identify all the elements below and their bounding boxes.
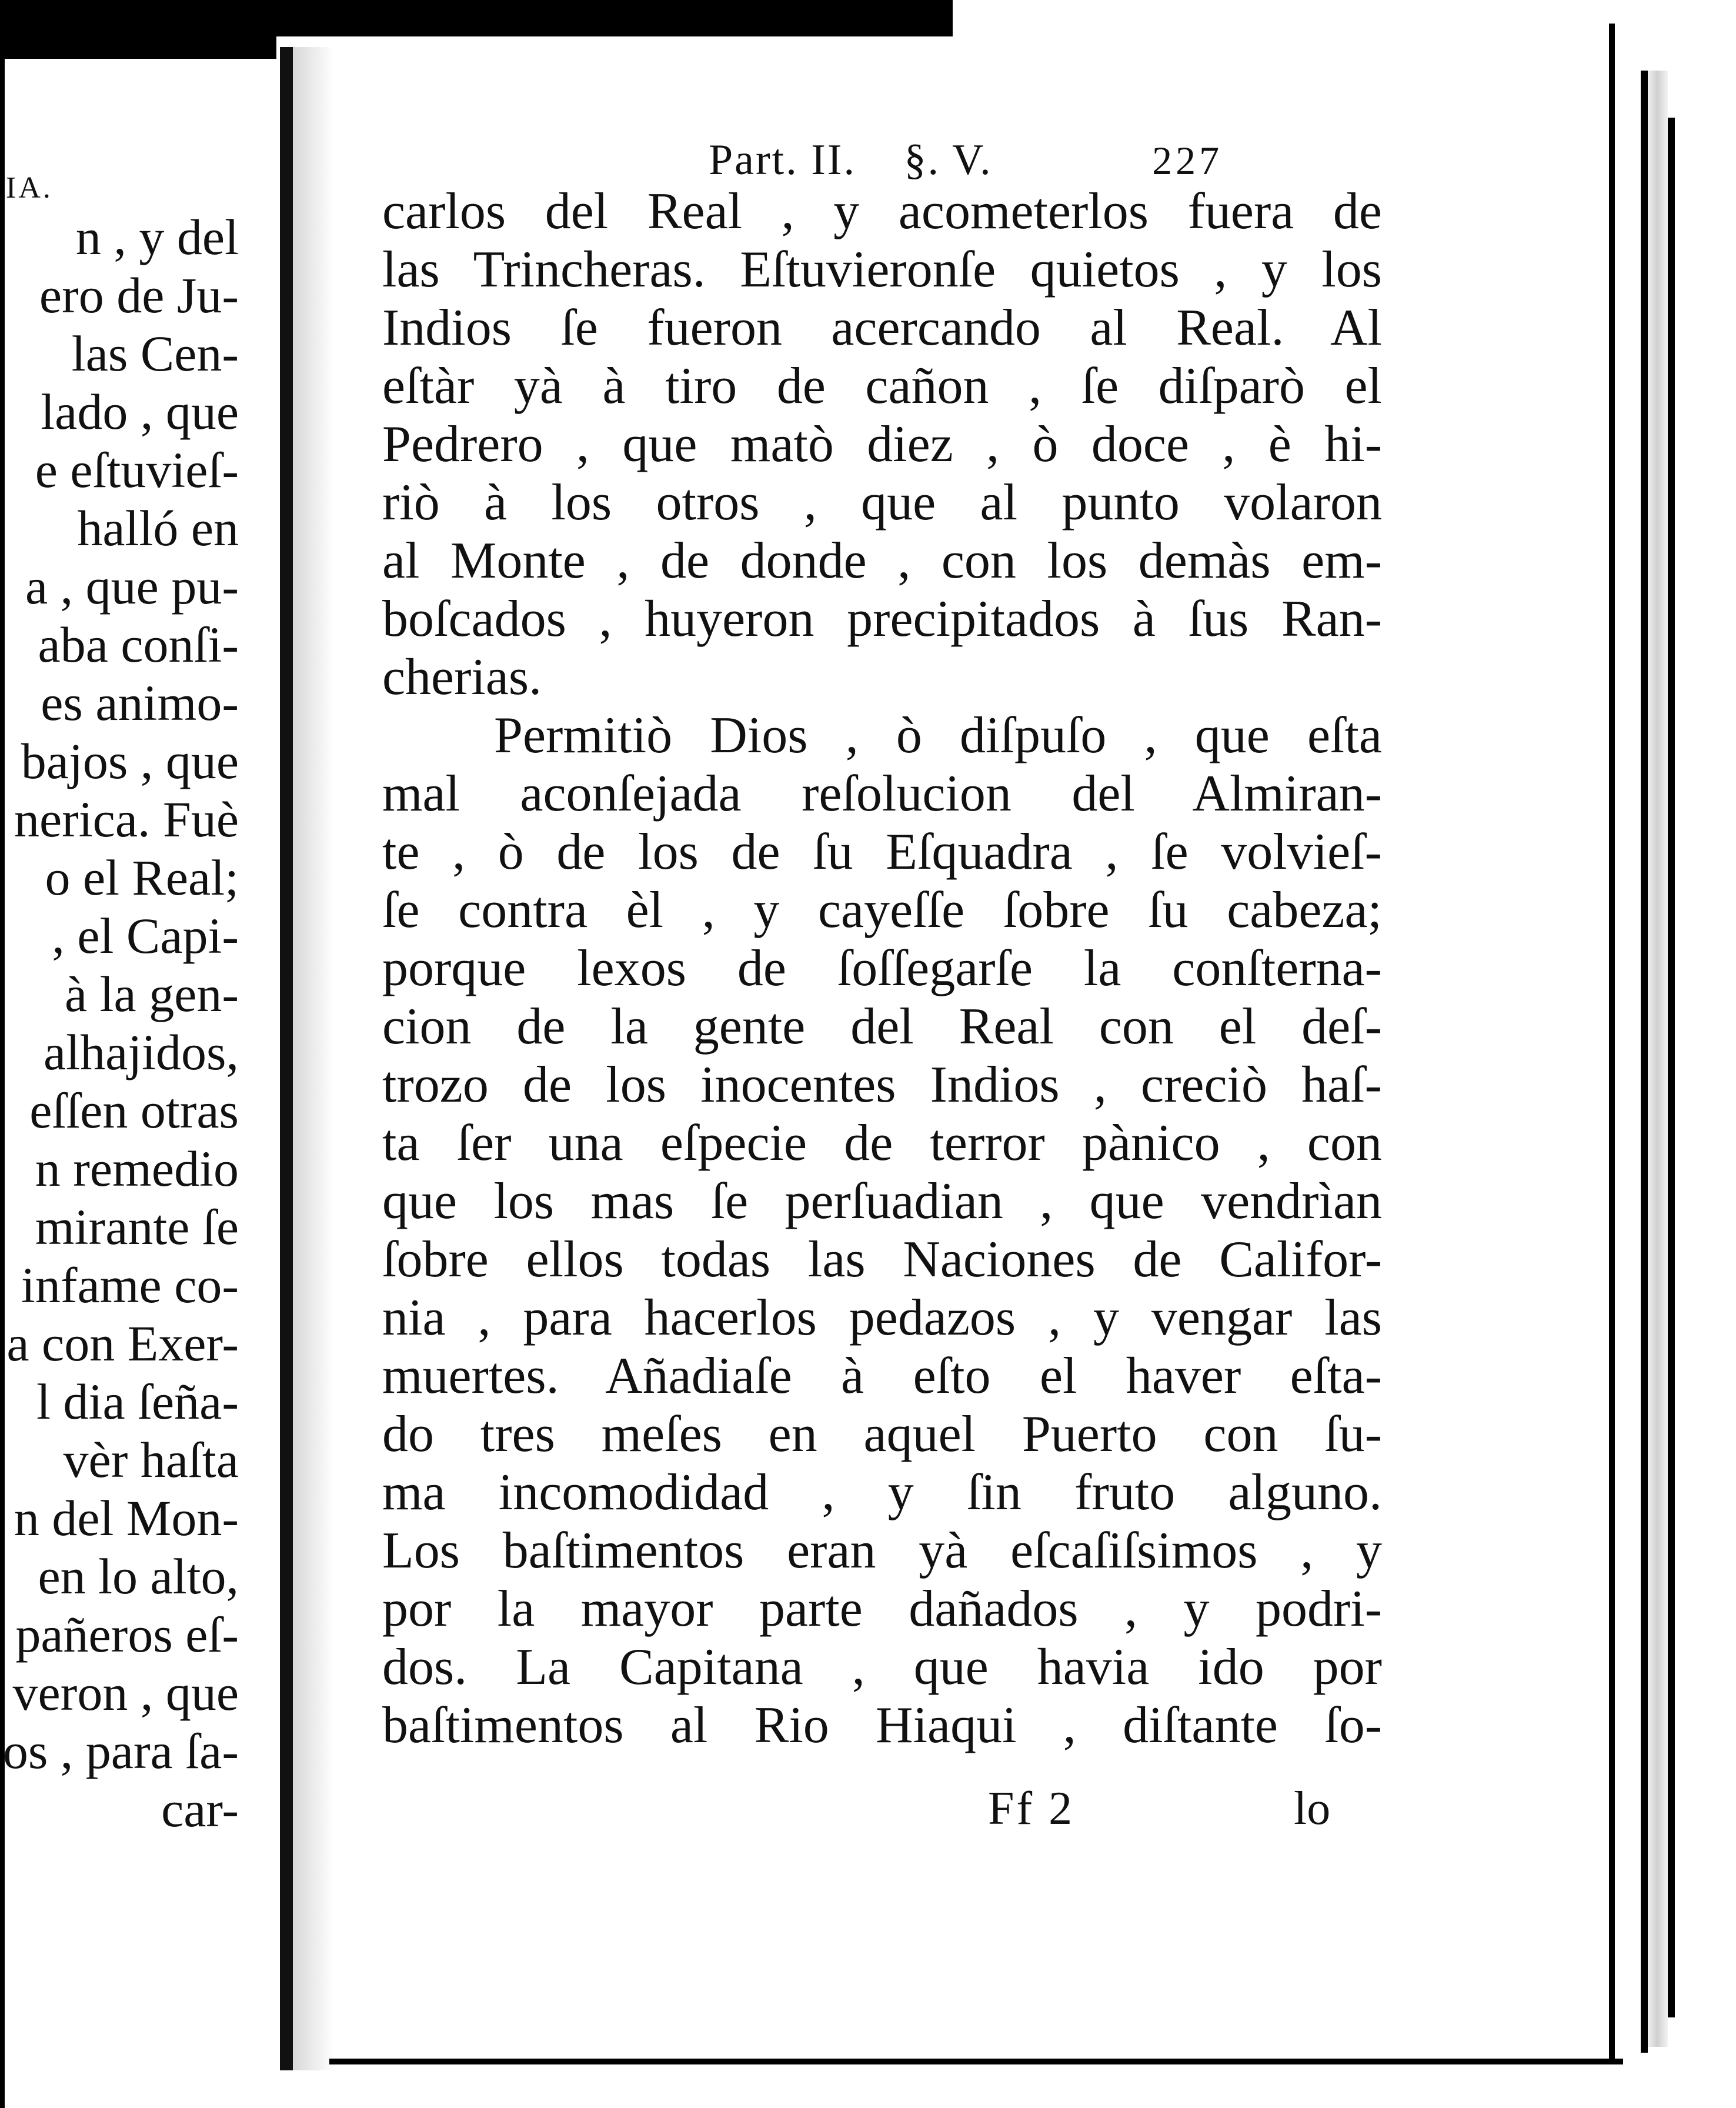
page-fore-edge bbox=[1647, 71, 1668, 2047]
paragraph-1 bbox=[382, 182, 1382, 706]
text-line: muertes. Añadiaſe à eſto el haver eſta- bbox=[382, 1347, 1382, 1405]
left-page bbox=[0, 0, 280, 2108]
text-line: baſtimentos al Rio Hiaqui , diſtante ſo- bbox=[382, 1697, 1382, 1754]
text-line: te , ò de los de ſu Eſquadra , ſe volvieſ- bbox=[382, 823, 1382, 880]
left-page-line: lado , que bbox=[41, 383, 239, 440]
printer-signature: Ff 2 bbox=[988, 1783, 1075, 1835]
text-line: riò à los otros , que al punto volaron bbox=[382, 474, 1382, 531]
text-line: nia , para hacerlos pedazos , y vengar las bbox=[382, 1289, 1382, 1346]
left-page-line: car- bbox=[161, 1781, 239, 1837]
running-head-part: Part. II. bbox=[709, 136, 856, 184]
paragraph-2 bbox=[382, 706, 1382, 1755]
text-line: porque lexos de ſoſſegarſe la conſterna- bbox=[382, 940, 1382, 997]
page-edge-line bbox=[1641, 71, 1648, 2053]
left-page-line: infame co- bbox=[21, 1257, 239, 1313]
right-page bbox=[329, 0, 1609, 2108]
left-page-line: nerica. Fuè bbox=[14, 791, 239, 848]
left-page-line: n remedio bbox=[35, 1140, 239, 1197]
left-page-line: a con Exer- bbox=[6, 1315, 239, 1372]
text-line: boſcados , huyeron precipitados à ſus Ran- bbox=[382, 591, 1382, 648]
left-running-head: IA. bbox=[6, 171, 53, 205]
left-page-line: aba conſi- bbox=[38, 616, 239, 673]
text-line: do tres meſes en aquel Puerto con ſu- bbox=[382, 1406, 1382, 1463]
page-edge-line bbox=[1668, 118, 1675, 2017]
text-line: dos. La Capitana , que havia ido por bbox=[382, 1639, 1382, 1696]
text-line: Indios ſe fueron acercando al Real. Al bbox=[382, 299, 1382, 356]
left-page-line: e eſtuvieſ- bbox=[35, 442, 239, 498]
running-head-section: §. V. bbox=[904, 136, 993, 184]
left-page-line: bajos , que bbox=[21, 733, 239, 789]
left-page-line: las Cen- bbox=[71, 325, 239, 382]
running-head bbox=[709, 135, 1223, 185]
left-page-line: o el Real; bbox=[45, 849, 239, 906]
left-page-line: halló en bbox=[77, 500, 239, 556]
left-page-line: à la gen- bbox=[64, 966, 239, 1022]
left-page-line: , el Capi- bbox=[52, 908, 239, 964]
text-line: ma incomodidad , y ſin fruto alguno. bbox=[382, 1464, 1382, 1521]
text-line: cherias. bbox=[382, 649, 542, 706]
text-line: Pedrero , que matò diez , ò doce , è hi- bbox=[382, 416, 1382, 473]
catchword: lo bbox=[1294, 1783, 1331, 1835]
text-line: eſtàr yà à tiro de cañon , ſe diſparò el bbox=[382, 358, 1382, 415]
text-line: cion de la gente del Real con el deſ- bbox=[382, 998, 1382, 1055]
body-text bbox=[382, 182, 1382, 1755]
left-page-line: alhajidos, bbox=[44, 1024, 239, 1080]
page-number: 227 bbox=[1152, 138, 1223, 183]
left-page-line: a , que pu- bbox=[25, 558, 239, 615]
left-page-line: os , para ſa- bbox=[2, 1723, 239, 1779]
text-line: carlos del Real , y acometerlos fuera de bbox=[382, 183, 1382, 240]
book-gutter bbox=[280, 47, 293, 2070]
gutter-shadow bbox=[293, 47, 334, 2070]
text-line: por la mayor parte dañados , y podri- bbox=[382, 1580, 1382, 1637]
text-line: Los baſtimentos eran yà eſcaſiſsimos , y bbox=[382, 1522, 1382, 1579]
text-line: las Trincheras. Eſtuvieronſe quietos , y los bbox=[382, 241, 1382, 298]
left-page-line: veron , que bbox=[12, 1665, 239, 1721]
text-line: ſe contra èl , y cayeſſe ſobre ſu cabeza; bbox=[382, 882, 1382, 939]
text-line: trozo de los inocentes Indios , creciò haſ- bbox=[382, 1056, 1382, 1113]
left-page-line: n del Mon- bbox=[14, 1490, 239, 1546]
text-line: ſobre ellos todas las Naciones de Califor- bbox=[382, 1231, 1382, 1288]
left-page-line: vèr haſta bbox=[63, 1432, 239, 1488]
text-line: que los mas ſe perſuadian , que vendrìan bbox=[382, 1173, 1382, 1230]
left-page-line: en lo alto, bbox=[38, 1548, 239, 1605]
text-line: mal aconſejada reſolucion del Almiran- bbox=[382, 765, 1382, 822]
text-line: Permitiò Dios , ò diſpuſo , que eſta bbox=[494, 707, 1382, 764]
left-page-line: mirante ſe bbox=[35, 1199, 239, 1255]
left-page-line: es animo- bbox=[41, 675, 239, 731]
left-page-line: l dia ſeña- bbox=[36, 1373, 239, 1430]
text-line: al Monte , de donde , con los demàs em- bbox=[382, 532, 1382, 589]
left-page-line: eſſen otras bbox=[29, 1082, 239, 1139]
left-page-line: pañeros eſ- bbox=[15, 1606, 239, 1663]
text-line: ta ſer una eſpecie de terror pànico , con bbox=[382, 1115, 1382, 1172]
left-page-line: n , y del bbox=[75, 209, 239, 265]
left-page-line: ero de Ju- bbox=[39, 267, 239, 323]
page-edge-line bbox=[1609, 24, 1615, 2064]
